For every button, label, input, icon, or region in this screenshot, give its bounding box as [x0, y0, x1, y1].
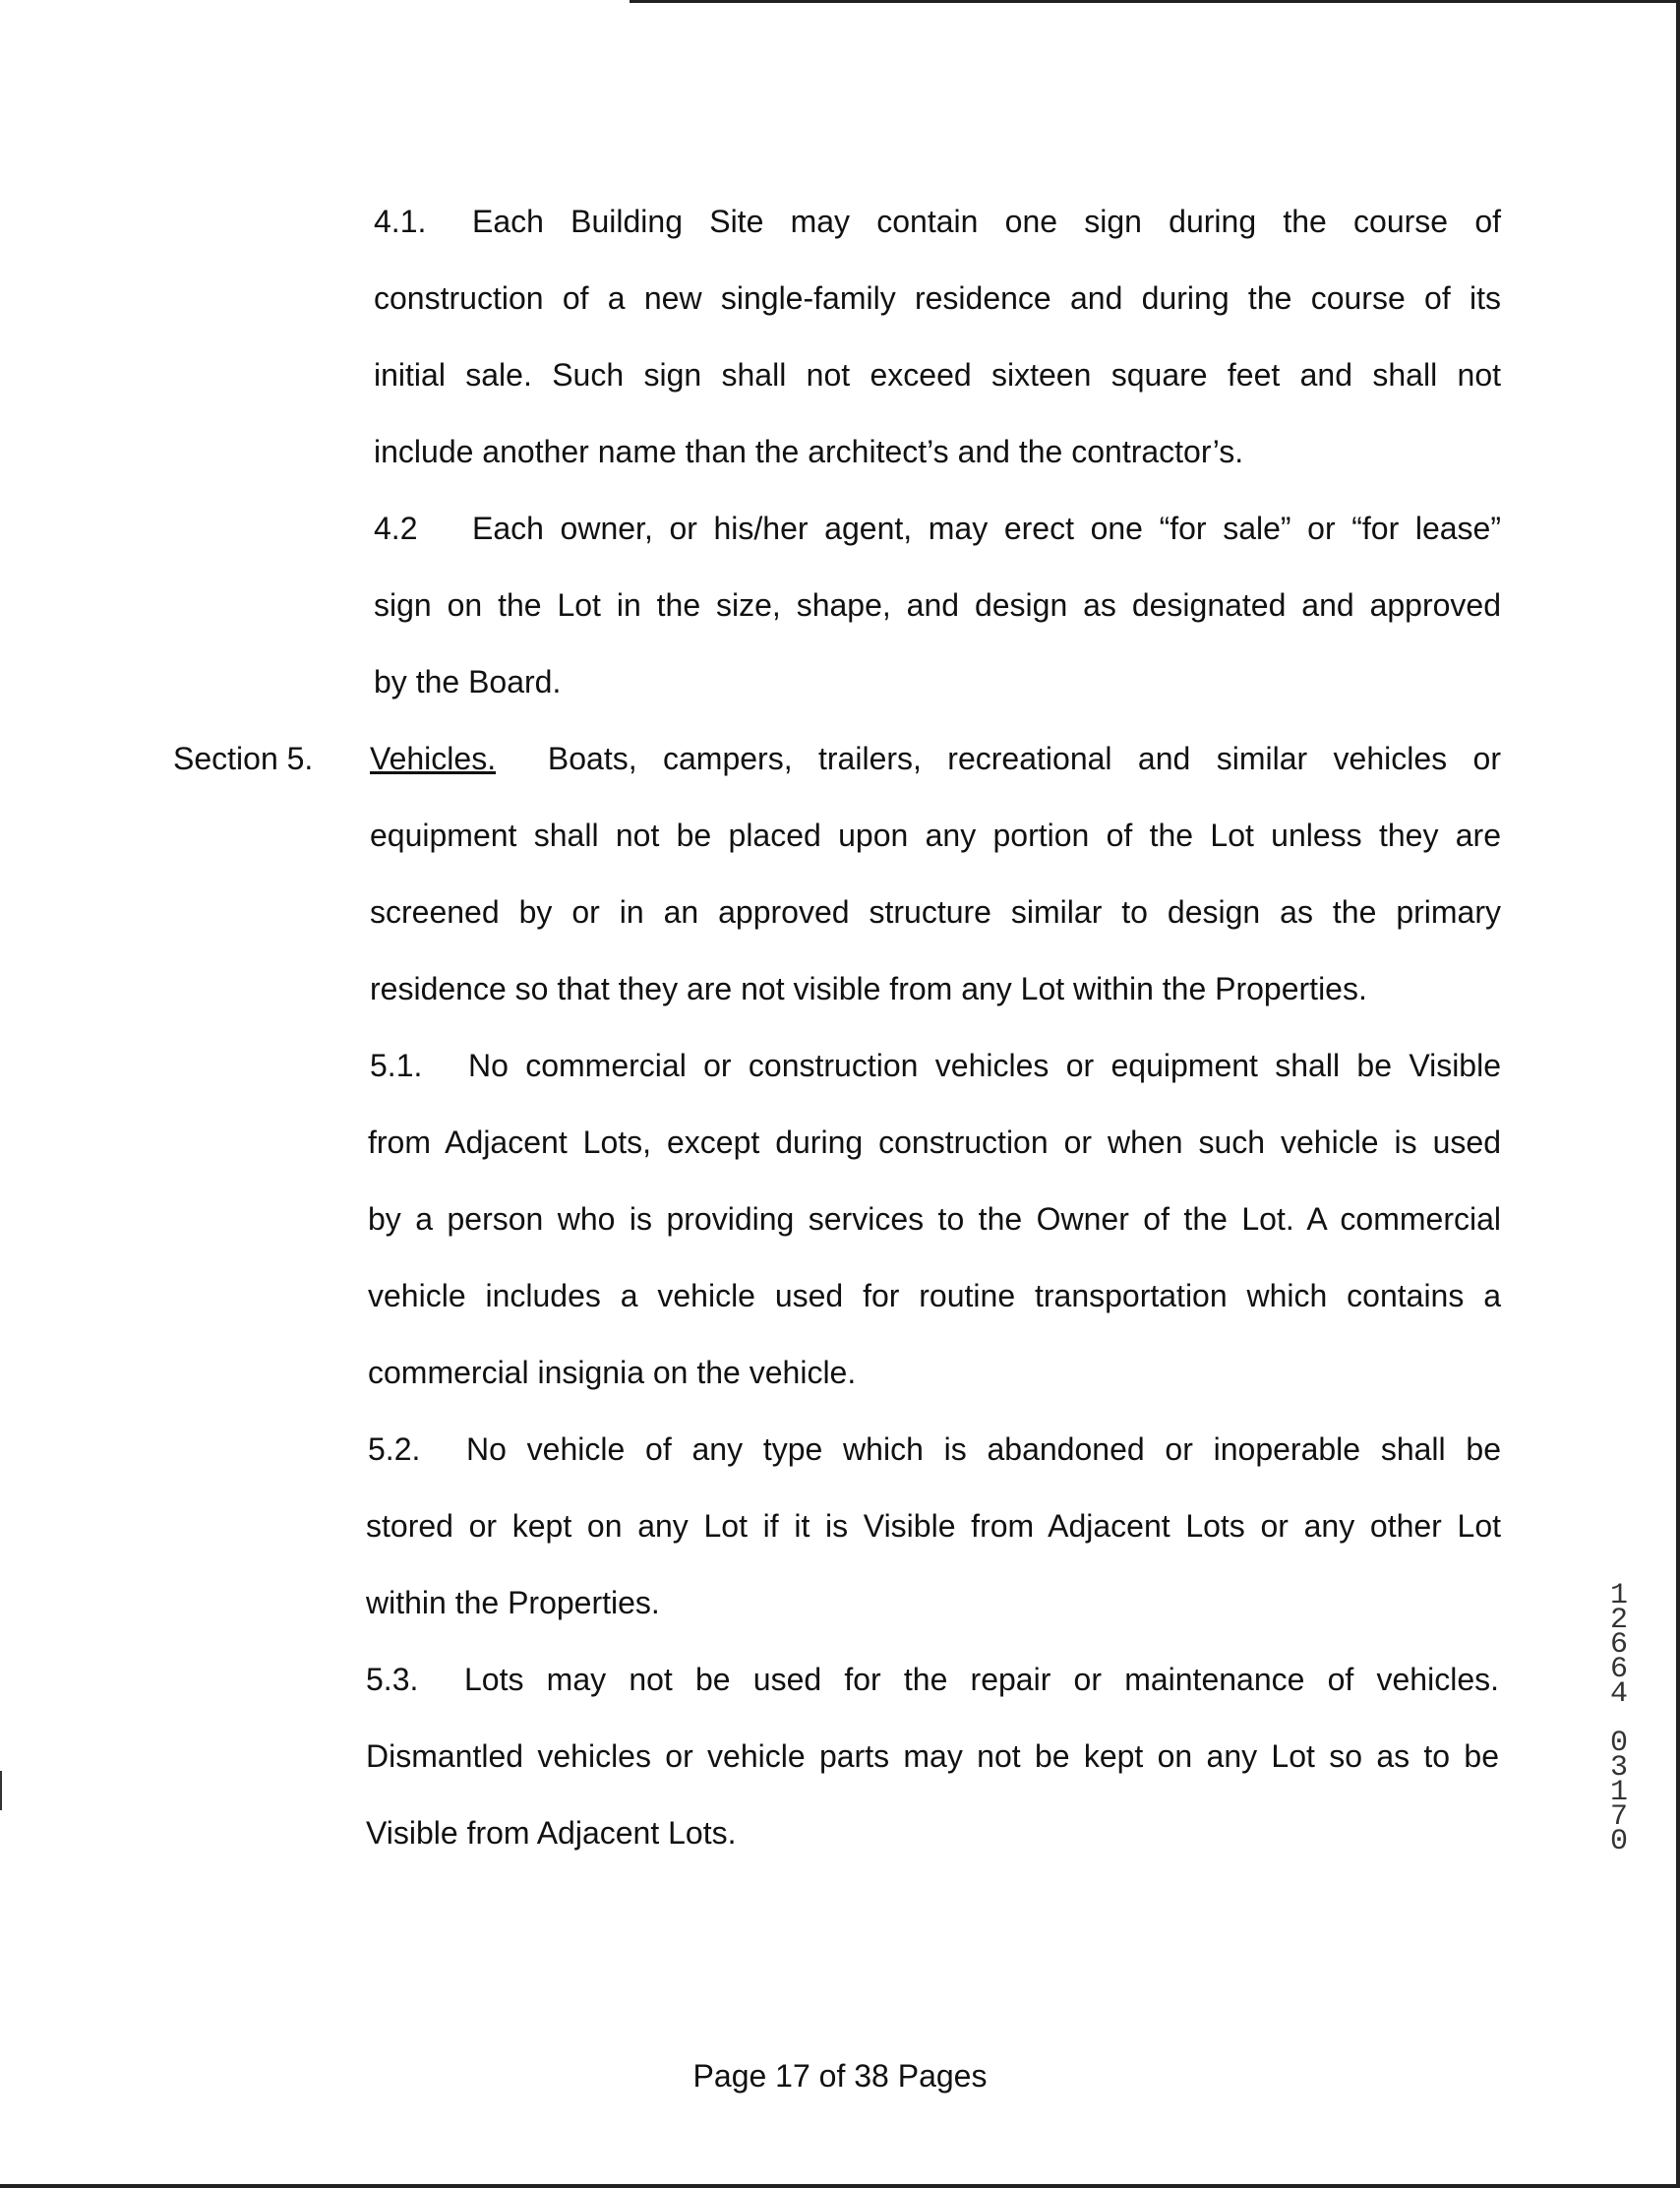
paragraph-number: 5.2. [368, 1431, 421, 1467]
stamp-digit: 2 [1609, 1604, 1628, 1637]
paragraph-4-1-line-2: construction of a new single-family residence and during the course of its [374, 280, 1501, 316]
section-5-line-3: screened by or in an approved structure similar to design as the primary [370, 894, 1501, 930]
stamp-digit: 3 [1609, 1751, 1628, 1785]
paragraph-5-2-line-3: within the Properties. [366, 1585, 660, 1620]
paragraph-5-1-line-2: from Adjacent Lots, except during construction or when such vehicle is used [368, 1124, 1501, 1160]
paragraph-5-1-line-4: vehicle includes a vehicle used for routine transportation which contains a [368, 1278, 1501, 1313]
stamp-digit: 0 [1609, 1825, 1628, 1858]
paragraph-5-3-line-3: Visible from Adjacent Lots. [366, 1815, 737, 1851]
stamp-digit: 0 [1609, 1727, 1628, 1760]
scan-edge-left-mark [0, 1771, 2, 1810]
section-5-line-1: Vehicles. Boats, campers, trailers, recreational and similar vehicles or [370, 741, 1502, 776]
stamp-digit: 6 [1609, 1628, 1628, 1662]
scan-edge-right [1676, 0, 1680, 2188]
paragraph-number: 5.1. [370, 1048, 423, 1083]
scan-edge-top [630, 0, 1680, 3]
paragraph-5-2-line-1: 5.2. No vehicle of any type which is abandoned or inoperable shall be [368, 1431, 1501, 1467]
paragraph-4-2-line-2: sign on the Lot in the size, shape, and design as designated and approved [374, 587, 1501, 623]
paragraph-5-2-line-2: stored or kept on any Lot if it is Visible from Adjacent Lots or any other Lot [366, 1508, 1501, 1544]
paragraph-5-1-line-1: 5.1. No commercial or construction vehicles or equipment shall be Visible [370, 1048, 1501, 1083]
section-5-label: Section 5. [173, 741, 314, 776]
page-footer: Page 17 of 38 Pages [692, 2058, 988, 2094]
stamp-digit: 6 [1609, 1653, 1628, 1686]
section-5-line-4: residence so that they are not visible from any Lot within the Properties. [370, 971, 1367, 1006]
scan-edge-bottom [0, 2184, 1680, 2188]
paragraph-4-2-line-1: 4.2 Each owner, or his/her agent, may erect one “for sale” or “for lease” [374, 511, 1501, 546]
paragraph-number: 5.3. [366, 1662, 419, 1697]
paragraph-5-1-line-3: by a person who is providing services to the Owner of the Lot. A commercial [368, 1201, 1501, 1237]
paragraph-4-1-line-1: 4.1. Each Building Site may contain one sign during the course of [374, 204, 1501, 239]
stamp-digit: 1 [1609, 1579, 1628, 1612]
paragraph-number: 4.2 [374, 511, 418, 546]
paragraph-5-1-line-5: commercial insignia on the vehicle. [368, 1355, 857, 1390]
paragraph-5-3-line-1: 5.3. Lots may not be used for the repair or maintenance of vehicles. [366, 1662, 1499, 1697]
paragraph-4-1-line-3: initial sale. Such sign shall not exceed sixteen square feet and shall not [374, 357, 1501, 393]
recording-stamp [1601, 1579, 1637, 1858]
stamp-digit: 7 [1609, 1800, 1628, 1834]
stamp-digit: 1 [1609, 1776, 1628, 1809]
section-5-heading: Vehicles. [370, 741, 497, 776]
paragraph-4-1-line-4: include another name than the architect’s and the contractor’s. [374, 434, 1244, 469]
section-5-line-2: equipment shall not be placed upon any portion of the Lot unless they are [370, 818, 1501, 853]
paragraph-number: 4.1. [374, 204, 427, 239]
stamp-digit: 4 [1609, 1677, 1628, 1711]
paragraph-5-3-line-2: Dismantled vehicles or vehicle parts may not be kept on any Lot so as to be [366, 1738, 1499, 1774]
paragraph-4-2-line-3: by the Board. [374, 664, 562, 699]
